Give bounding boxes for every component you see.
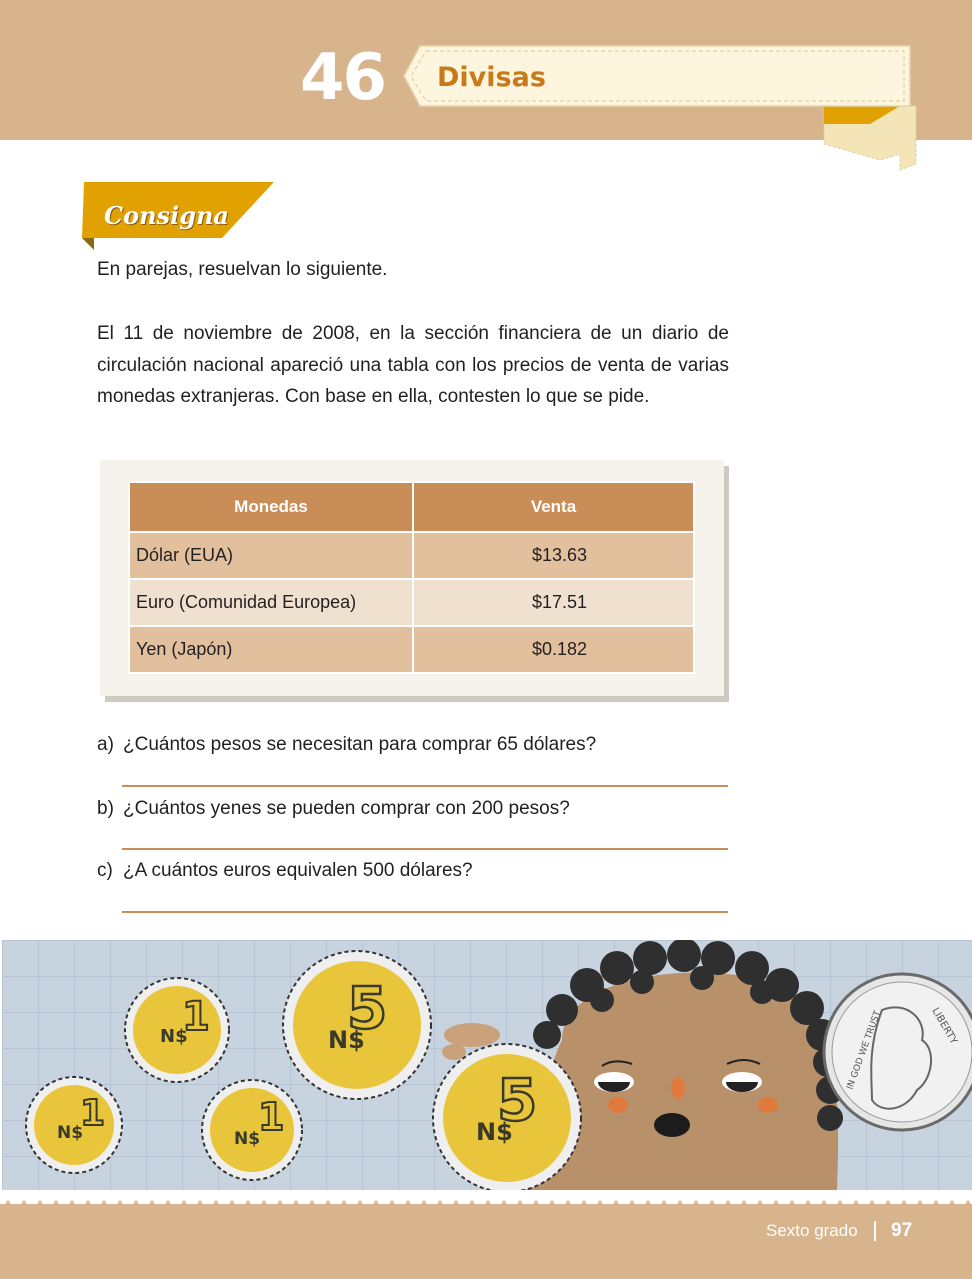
question-b: [97, 795, 737, 823]
table-row: [129, 579, 694, 626]
answer-line-b[interactable]: [122, 848, 728, 850]
coin-text-value: 1: [182, 994, 210, 1040]
silver-coin: [824, 974, 972, 1130]
peso-coin-5: [433, 1044, 581, 1190]
lesson-title: Divisas: [437, 62, 546, 93]
coin-text-currency: N$: [476, 1118, 513, 1146]
coins-illustration-art: [2, 940, 972, 1190]
peso-coin-2: [26, 1077, 122, 1173]
lesson-number: 46: [300, 41, 386, 115]
price-cell: $17.51: [413, 579, 694, 626]
coins-illustration: [2, 940, 972, 1190]
price-cell: $13.63: [413, 532, 694, 579]
question-a: [97, 731, 737, 759]
column-header-price: Venta: [413, 482, 694, 532]
question-text: ¿Cuántos pesos se necesitan para comprar 65 dólares?: [123, 734, 597, 755]
coin-text-currency: N$: [328, 1026, 365, 1054]
answer-line-c[interactable]: [122, 911, 728, 913]
question-text: ¿A cuántos euros equivalen 500 dólares?: [123, 860, 473, 881]
peso-coin-4: [283, 951, 431, 1099]
coin-text-value: 1: [258, 1095, 285, 1139]
peso-coin-3: [202, 1080, 302, 1180]
currency-cell: Yen (Japón): [129, 626, 413, 673]
coin-text-value: 5: [347, 974, 388, 1042]
footer-grade: Sexto grado: [766, 1221, 858, 1240]
coin-text-value: 5: [497, 1066, 538, 1134]
coin-text-currency: N$: [234, 1129, 261, 1149]
question-letter: c): [97, 860, 113, 881]
table-header-row: [129, 482, 694, 532]
currency-cell: Dólar (EUA): [129, 532, 413, 579]
page-number: 97: [891, 1220, 913, 1241]
answer-line-a[interactable]: [122, 785, 728, 787]
question-c: [97, 857, 737, 885]
question-text: ¿Cuántos yenes se pueden comprar con 200 pesos?: [123, 798, 570, 819]
column-header-currency: Monedas: [129, 482, 413, 532]
coin-text-liberty: LIBERTY: [929, 1006, 959, 1047]
question-letter: a): [97, 734, 114, 755]
consigna-label: Consigna: [104, 201, 229, 230]
price-cell: $0.182: [413, 626, 694, 673]
exchange-rate-table: [128, 481, 695, 674]
coin-text-currency: N$: [160, 1026, 188, 1047]
peso-coin-1: [125, 978, 229, 1082]
table-row: [129, 626, 694, 673]
question-letter: b): [97, 798, 114, 819]
coin-text-value: 1: [80, 1093, 106, 1134]
table-row: [129, 532, 694, 579]
instruction-text: En parejas, resuelvan lo siguiente.: [97, 259, 388, 280]
problem-paragraph: El 11 de noviembre de 2008, en la sección financiera de un diario de circulación nacional apareció una tabla con los precios de venta de varias monedas extranjeras. Con base en ella, contesten lo que se pide.: [97, 323, 729, 407]
footer-divider: [874, 1221, 876, 1241]
currency-cell: Euro (Comunidad Europea): [129, 579, 413, 626]
coin-text-currency: N$: [57, 1123, 84, 1143]
coin-text-motto: IN GOD WE TRUST: [845, 1009, 884, 1092]
